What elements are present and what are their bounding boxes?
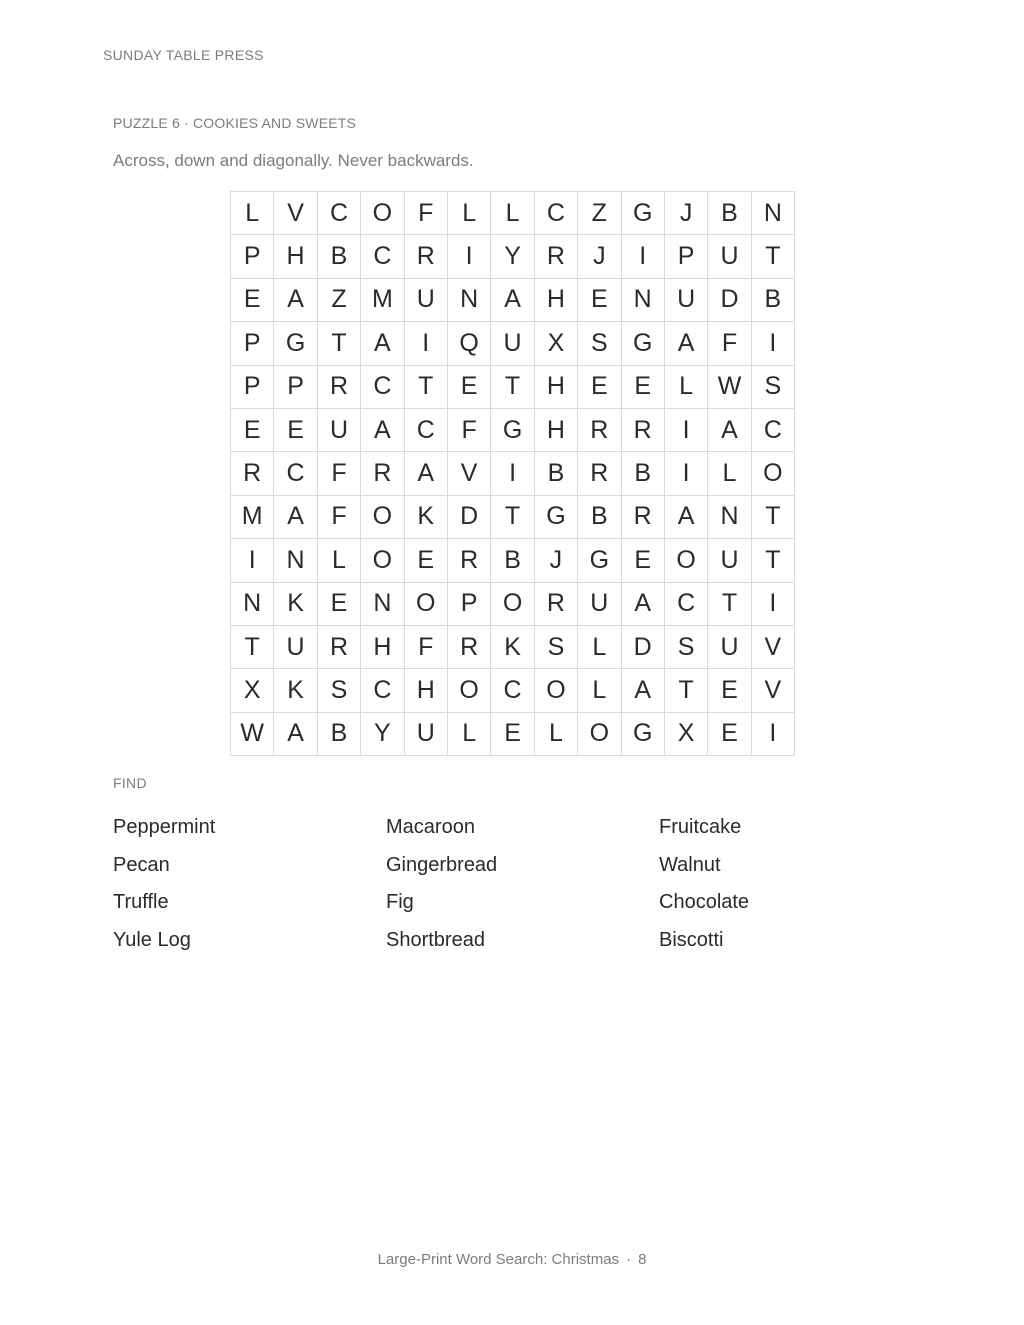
find-word: Pecan [113, 853, 170, 876]
grid-cell[interactable]: C [752, 409, 795, 452]
grid-cell[interactable]: V [448, 452, 491, 495]
grid-cell[interactable]: T [491, 366, 534, 409]
grid-cell[interactable]: C [665, 583, 708, 626]
grid-cell[interactable]: J [665, 192, 708, 235]
puzzle-instructions: Across, down and diagonally. Never backwards. [113, 151, 474, 170]
grid-cell[interactable]: A [274, 496, 317, 539]
grid-cell[interactable]: T [752, 496, 795, 539]
grid-cell[interactable]: I [665, 452, 708, 495]
grid-cell[interactable]: O [752, 452, 795, 495]
grid-cell[interactable]: C [405, 409, 448, 452]
grid-cell[interactable]: L [535, 713, 578, 756]
grid-cell[interactable]: D [708, 279, 751, 322]
grid-cell[interactable]: G [622, 322, 665, 365]
grid-cell[interactable]: F [405, 626, 448, 669]
grid-cell[interactable]: F [708, 322, 751, 365]
grid-cell[interactable]: I [491, 452, 534, 495]
grid-cell[interactable]: V [752, 669, 795, 712]
grid-cell[interactable]: S [665, 626, 708, 669]
find-word: Yule Log [113, 928, 191, 951]
grid-cell[interactable]: T [665, 669, 708, 712]
grid-cell[interactable]: I [622, 235, 665, 278]
grid-cell[interactable]: R [578, 409, 621, 452]
grid-cell[interactable]: I [665, 409, 708, 452]
grid-cell[interactable]: O [578, 713, 621, 756]
grid-cell[interactable]: K [405, 496, 448, 539]
grid-cell[interactable]: S [578, 322, 621, 365]
grid-cell[interactable]: T [708, 583, 751, 626]
grid-cell[interactable]: K [274, 669, 317, 712]
grid-cell[interactable]: C [361, 366, 404, 409]
find-word: Fruitcake [659, 816, 742, 838]
grid-cell[interactable]: R [535, 583, 578, 626]
grid-cell[interactable]: V [274, 192, 317, 235]
find-word: Fig [386, 891, 414, 914]
find-word: Biscotti [659, 928, 724, 951]
footer-title: Large-Print Word Search: Christmas [377, 1251, 620, 1268]
grid-cell[interactable]: W [231, 713, 274, 756]
grid-cell[interactable]: C [361, 669, 404, 712]
grid-cell[interactable]: C [361, 235, 404, 278]
grid-cell[interactable]: J [535, 539, 578, 582]
grid-cell[interactable]: T [491, 496, 534, 539]
grid-cell[interactable]: H [535, 409, 578, 452]
footer-separator: · [626, 1251, 632, 1268]
find-word: Walnut [659, 853, 721, 876]
grid-cell[interactable]: E [318, 583, 361, 626]
grid-cell[interactable]: R [448, 539, 491, 582]
find-word: Shortbread [386, 928, 485, 951]
grid-cell[interactable]: G [535, 496, 578, 539]
grid-cell[interactable]: N [622, 279, 665, 322]
grid-cell[interactable]: R [578, 452, 621, 495]
grid-cell[interactable]: B [622, 452, 665, 495]
grid-cell[interactable]: A [491, 279, 534, 322]
grid-cell[interactable]: E [405, 539, 448, 582]
grid-cell[interactable]: S [752, 366, 795, 409]
grid-cell[interactable]: R [622, 409, 665, 452]
grid-cell[interactable]: O [535, 669, 578, 712]
puzzle-heading: PUZZLE 6 · COOKIES AND SWEETS [113, 115, 357, 131]
grid-cell[interactable]: R [448, 626, 491, 669]
find-word: Peppermint [113, 816, 216, 838]
grid-cell[interactable]: C [491, 669, 534, 712]
grid-cell[interactable]: E [708, 713, 751, 756]
grid-cell[interactable]: Q [448, 322, 491, 365]
grid-cell[interactable]: P [665, 235, 708, 278]
grid-cell[interactable]: U [708, 235, 751, 278]
grid-cell[interactable]: E [622, 366, 665, 409]
grid-cell[interactable]: G [622, 713, 665, 756]
find-label: FIND [113, 775, 147, 791]
grid-cell[interactable]: E [231, 279, 274, 322]
grid-cell[interactable]: F [405, 192, 448, 235]
grid-cell[interactable]: A [665, 496, 708, 539]
grid-cell[interactable]: U [318, 409, 361, 452]
grid-cell[interactable]: G [491, 409, 534, 452]
grid-cell[interactable]: E [491, 713, 534, 756]
grid-cell[interactable]: R [535, 235, 578, 278]
grid-cell[interactable]: I [752, 583, 795, 626]
grid-cell[interactable]: Z [578, 192, 621, 235]
grid-cell[interactable]: B [318, 713, 361, 756]
grid-cell[interactable]: A [274, 713, 317, 756]
grid-cell[interactable]: V [752, 626, 795, 669]
grid-cell[interactable]: F [318, 496, 361, 539]
grid-cell[interactable]: L [448, 192, 491, 235]
grid-cell[interactable]: A [622, 669, 665, 712]
grid-cell[interactable]: X [231, 669, 274, 712]
grid-cell[interactable]: E [622, 539, 665, 582]
grid-cell[interactable]: U [578, 583, 621, 626]
grid-cell[interactable]: A [361, 409, 404, 452]
grid-cell[interactable]: M [231, 496, 274, 539]
letter-grid[interactable] [230, 191, 795, 756]
grid-cell[interactable]: P [231, 366, 274, 409]
find-word: Truffle [113, 891, 169, 914]
grid-cell[interactable]: N [361, 583, 404, 626]
grid-cell[interactable]: G [274, 322, 317, 365]
grid-cell[interactable]: P [231, 235, 274, 278]
find-word: Chocolate [659, 891, 750, 914]
grid-cell[interactable]: E [448, 366, 491, 409]
grid-cell[interactable]: D [622, 626, 665, 669]
grid-cell[interactable]: B [318, 235, 361, 278]
grid-cell[interactable]: I [448, 235, 491, 278]
grid-cell[interactable]: P [448, 583, 491, 626]
grid-cell[interactable]: B [491, 539, 534, 582]
grid-cell[interactable]: K [274, 583, 317, 626]
grid-cell[interactable]: L [448, 713, 491, 756]
grid-cell[interactable]: R [318, 626, 361, 669]
grid-cell[interactable]: U [405, 713, 448, 756]
grid-cell[interactable]: E [578, 366, 621, 409]
grid-cell[interactable]: B [708, 192, 751, 235]
grid-cell[interactable]: L [491, 192, 534, 235]
grid-cell[interactable]: A [405, 452, 448, 495]
grid-cell[interactable]: X [535, 322, 578, 365]
grid-cell[interactable]: N [274, 539, 317, 582]
grid-cell[interactable]: D [448, 496, 491, 539]
grid-cell[interactable]: A [708, 409, 751, 452]
grid-cell[interactable]: E [578, 279, 621, 322]
grid-cell[interactable]: G [622, 192, 665, 235]
grid-cell[interactable]: O [361, 496, 404, 539]
grid-cell[interactable]: E [231, 409, 274, 452]
find-word: Gingerbread [386, 853, 498, 876]
grid-cell[interactable]: Z [318, 279, 361, 322]
grid-cell[interactable]: L [578, 669, 621, 712]
grid-cell[interactable]: L [578, 626, 621, 669]
grid-cell[interactable]: R [231, 452, 274, 495]
grid-cell[interactable]: H [405, 669, 448, 712]
grid-cell[interactable]: M [361, 279, 404, 322]
grid-cell[interactable]: R [405, 235, 448, 278]
grid-cell[interactable]: U [708, 626, 751, 669]
grid-cell[interactable]: N [752, 192, 795, 235]
find-word: Macaroon [386, 816, 475, 838]
grid-cell[interactable]: U [491, 322, 534, 365]
grid-cell[interactable]: X [665, 713, 708, 756]
grid-cell[interactable]: R [318, 366, 361, 409]
grid-cell[interactable]: U [405, 279, 448, 322]
grid-cell[interactable]: O [405, 583, 448, 626]
grid-cell[interactable]: A [665, 322, 708, 365]
grid-cell[interactable]: A [622, 583, 665, 626]
grid-cell[interactable]: S [535, 626, 578, 669]
grid-cell[interactable]: S [318, 669, 361, 712]
grid-cell[interactable]: R [361, 452, 404, 495]
grid-cell[interactable]: O [361, 192, 404, 235]
grid-cell[interactable]: C [535, 192, 578, 235]
grid-cell[interactable]: H [535, 279, 578, 322]
grid-cell[interactable]: B [578, 496, 621, 539]
word-list [113, 815, 933, 965]
grid-cell[interactable]: L [231, 192, 274, 235]
grid-cell[interactable]: P [274, 366, 317, 409]
grid-cell[interactable]: H [535, 366, 578, 409]
grid-cell[interactable]: B [752, 279, 795, 322]
grid-cell[interactable]: F [318, 452, 361, 495]
grid-cell[interactable]: H [274, 235, 317, 278]
grid-cell[interactable]: T [752, 235, 795, 278]
grid-cell[interactable]: J [578, 235, 621, 278]
grid-cell[interactable]: H [361, 626, 404, 669]
grid-cell[interactable]: K [491, 626, 534, 669]
grid-cell[interactable]: I [752, 713, 795, 756]
grid-cell[interactable]: Y [361, 713, 404, 756]
grid-cell[interactable]: P [231, 322, 274, 365]
grid-cell[interactable]: A [274, 279, 317, 322]
grid-cell[interactable]: G [578, 539, 621, 582]
grid-cell[interactable]: L [708, 452, 751, 495]
grid-cell[interactable]: U [274, 626, 317, 669]
grid-cell[interactable]: A [361, 322, 404, 365]
publisher-name: SUNDAY TABLE PRESS [103, 47, 264, 63]
grid-cell[interactable]: T [231, 626, 274, 669]
grid-cell[interactable]: R [622, 496, 665, 539]
grid-cell[interactable]: W [708, 366, 751, 409]
grid-cell[interactable]: N [708, 496, 751, 539]
grid-cell[interactable]: I [405, 322, 448, 365]
grid-cell[interactable]: N [448, 279, 491, 322]
grid-cell[interactable]: U [708, 539, 751, 582]
grid-cell[interactable]: L [665, 366, 708, 409]
grid-cell[interactable]: C [274, 452, 317, 495]
grid-cell[interactable]: E [274, 409, 317, 452]
grid-cell[interactable]: E [708, 669, 751, 712]
grid-cell[interactable]: C [318, 192, 361, 235]
grid-cell[interactable]: N [231, 583, 274, 626]
grid-cell[interactable]: T [405, 366, 448, 409]
grid-cell[interactable]: O [361, 539, 404, 582]
grid-cell[interactable]: Y [491, 235, 534, 278]
grid-cell[interactable]: O [665, 539, 708, 582]
grid-cell[interactable]: U [665, 279, 708, 322]
grid-cell[interactable]: I [752, 322, 795, 365]
page-footer [0, 1251, 1024, 1268]
grid-cell[interactable]: T [318, 322, 361, 365]
grid-cell[interactable]: F [448, 409, 491, 452]
page-number: 8 [638, 1251, 647, 1268]
grid-cell[interactable]: B [535, 452, 578, 495]
grid-cell[interactable]: L [318, 539, 361, 582]
grid-cell[interactable]: I [231, 539, 274, 582]
grid-cell[interactable]: T [752, 539, 795, 582]
grid-cell[interactable]: O [448, 669, 491, 712]
grid-cell[interactable]: O [491, 583, 534, 626]
